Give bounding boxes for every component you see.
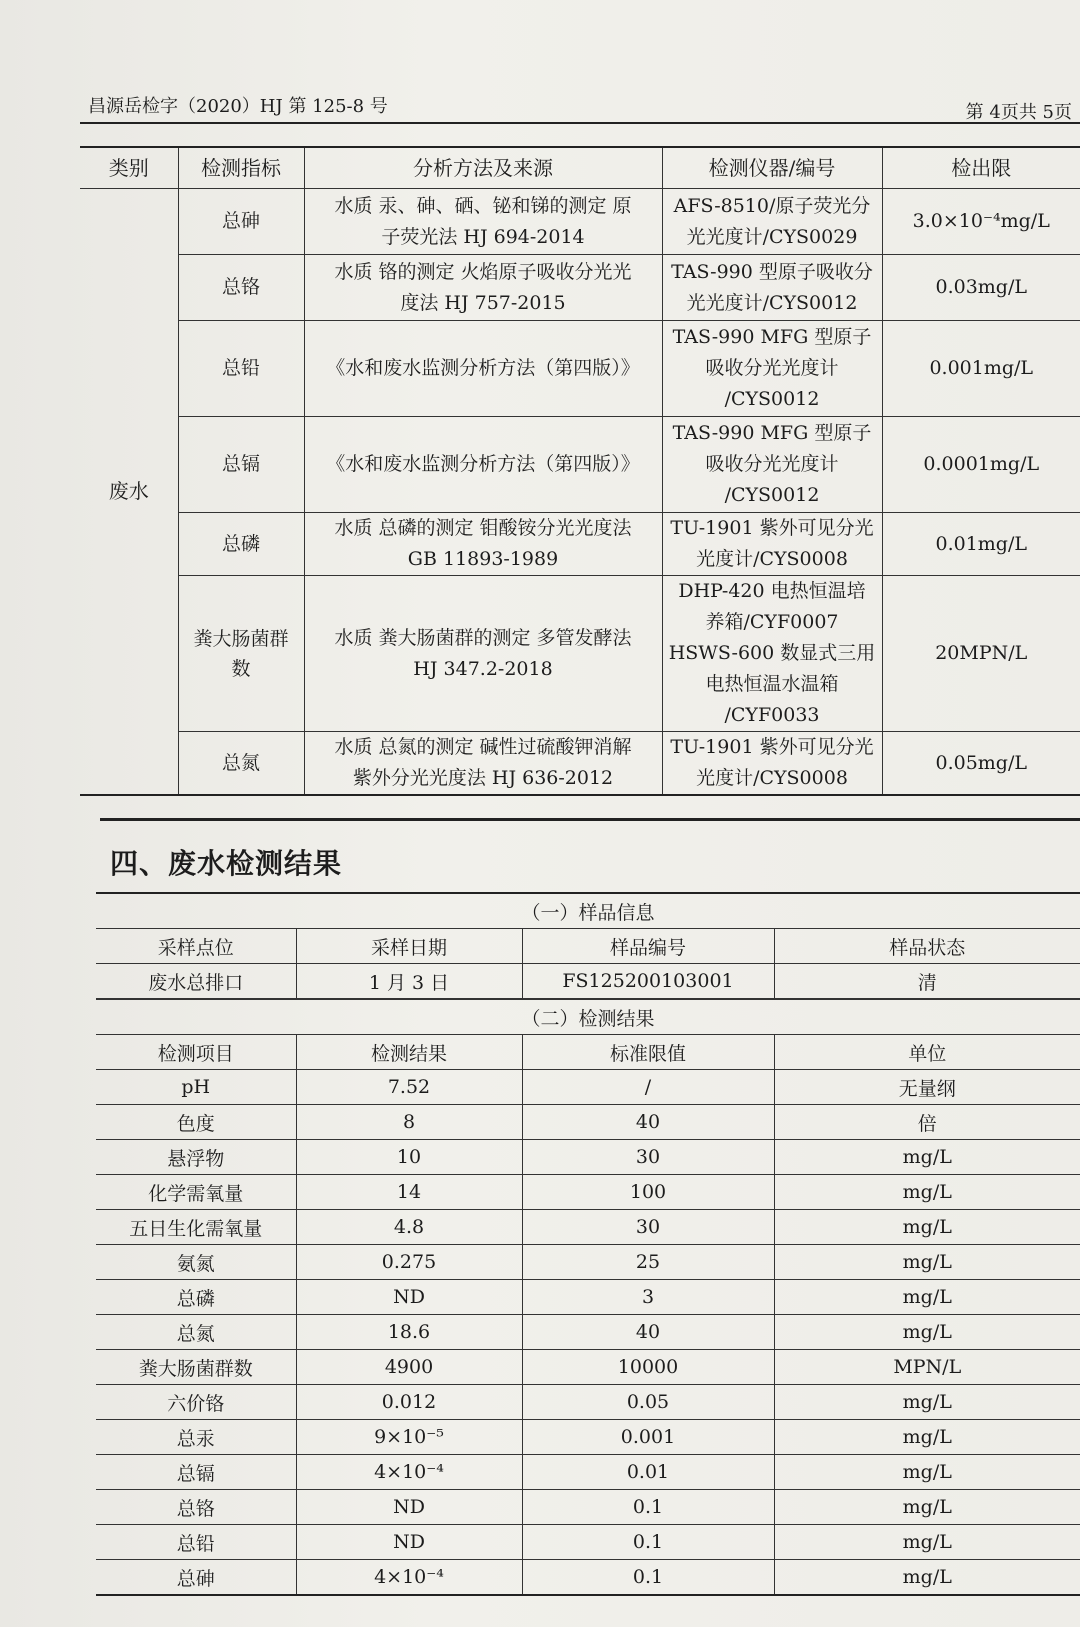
result-limit: 40	[522, 1105, 774, 1140]
results-header-limit: 标准限值	[522, 1035, 774, 1070]
result-row	[96, 1420, 1080, 1455]
item-cell: 粪大肠菌群数	[178, 576, 304, 732]
result-limit: 40	[522, 1315, 774, 1350]
sample-header-date: 采样日期	[296, 929, 522, 964]
method-row	[80, 189, 1080, 255]
item-cell: 总铬	[178, 255, 304, 321]
result-unit: 倍	[774, 1105, 1080, 1140]
result-limit: 0.1	[522, 1490, 774, 1525]
instrument-cell-line: /CYF0033	[724, 704, 820, 726]
method-cell	[304, 321, 662, 417]
result-limit: 25	[522, 1245, 774, 1280]
result-row	[96, 1070, 1080, 1105]
result-limit: 30	[522, 1210, 774, 1245]
result-value: 7.52	[296, 1070, 522, 1105]
sample-info-header	[96, 929, 1080, 964]
method-cell-line: 水质 总磷的测定 钼酸铵分光光度法	[334, 517, 632, 539]
instrument-cell-line: /CYS0012	[724, 484, 820, 506]
result-limit: 0.1	[522, 1560, 774, 1596]
instrument-cell	[662, 255, 882, 321]
results-header-unit: 单位	[774, 1035, 1080, 1070]
method-row	[80, 417, 1080, 513]
sample-state: 清	[774, 964, 1080, 1000]
limit-cell: 0.0001mg/L	[882, 417, 1080, 513]
result-value: ND	[296, 1280, 522, 1315]
result-value: 4×10⁻⁴	[296, 1455, 522, 1490]
results-header-value: 检测结果	[296, 1035, 522, 1070]
instrument-cell-line: 光度计/CYS0008	[696, 548, 848, 570]
result-item: 色度	[96, 1105, 296, 1140]
header-divider	[80, 122, 1080, 124]
method-cell-line: 《水和废水监测分析方法（第四版）》	[326, 357, 640, 379]
result-row	[96, 1140, 1080, 1175]
result-limit: 3	[522, 1280, 774, 1315]
sample-header-id: 样品编号	[522, 929, 774, 964]
result-row	[96, 1385, 1080, 1420]
method-cell-line: 子荧光法 HJ 694-2014	[381, 225, 585, 248]
instrument-cell	[662, 417, 882, 513]
result-row	[96, 1210, 1080, 1245]
result-row	[96, 1105, 1080, 1140]
method-row	[80, 513, 1080, 576]
section-title: 四、废水检测结果	[110, 847, 343, 880]
method-cell-line: 水质 汞、砷、硒、铋和锑的测定 原	[334, 194, 632, 217]
result-row	[96, 1560, 1080, 1596]
instrument-cell-line: 养箱/CYF0007	[705, 611, 839, 633]
result-item: 总铬	[96, 1490, 296, 1525]
result-unit: mg/L	[774, 1560, 1080, 1596]
result-row	[96, 1455, 1080, 1490]
result-unit: mg/L	[774, 1525, 1080, 1560]
instrument-cell-line: TAS-990 MFG 型原子	[672, 326, 872, 348]
sample-header-state: 样品状态	[774, 929, 1080, 964]
result-row	[96, 1490, 1080, 1525]
method-table	[80, 146, 1080, 796]
result-value: 4.8	[296, 1210, 522, 1245]
instrument-cell-line: TAS-990 型原子吸收分	[671, 260, 873, 283]
result-limit: /	[522, 1070, 774, 1105]
method-cell-line: GB 11893-1989	[407, 548, 559, 570]
result-value: 0.012	[296, 1385, 522, 1420]
method-cell	[304, 576, 662, 732]
result-value: ND	[296, 1490, 522, 1525]
section-divider	[100, 818, 1080, 821]
result-limit: 0.05	[522, 1385, 774, 1420]
result-item: 总镉	[96, 1455, 296, 1490]
sample-info-title: （一）样品信息	[96, 893, 1080, 929]
method-row	[80, 732, 1080, 796]
result-unit: mg/L	[774, 1490, 1080, 1525]
report-number: 昌源岳检字（2020）HJ 第 125-8 号	[88, 96, 388, 117]
method-cell-line: HJ 347.2-2018	[413, 657, 553, 680]
sample-header-site: 采样点位	[96, 929, 296, 964]
result-item: 总砷	[96, 1560, 296, 1596]
results-title-row	[96, 999, 1080, 1035]
instrument-cell	[662, 321, 882, 417]
item-cell: 总磷	[178, 513, 304, 576]
result-table	[96, 892, 1080, 1596]
method-cell	[304, 255, 662, 321]
instrument-cell-line: 光光度计/CYS0029	[686, 225, 858, 248]
result-value: 4×10⁻⁴	[296, 1560, 522, 1596]
result-unit: 无量纲	[774, 1070, 1080, 1105]
result-value: 0.275	[296, 1245, 522, 1280]
result-unit: mg/L	[774, 1455, 1080, 1490]
method-row	[80, 321, 1080, 417]
limit-cell: 0.001mg/L	[882, 321, 1080, 417]
result-item: pH	[96, 1070, 296, 1105]
result-unit: mg/L	[774, 1420, 1080, 1455]
limit-cell: 0.01mg/L	[882, 513, 1080, 576]
sample-date: 1 月 3 日	[296, 964, 522, 1000]
result-item: 粪大肠菌群数	[96, 1350, 296, 1385]
method-cell	[304, 189, 662, 255]
result-item: 化学需氧量	[96, 1175, 296, 1210]
item-cell: 总氮	[178, 732, 304, 796]
instrument-cell	[662, 189, 882, 255]
instrument-cell-line: 吸收分光光度计	[705, 357, 839, 379]
sample-info-row	[96, 964, 1080, 1000]
result-unit: mg/L	[774, 1245, 1080, 1280]
header-limit: 检出限	[882, 147, 1080, 189]
limit-cell: 0.03mg/L	[882, 255, 1080, 321]
method-cell	[304, 417, 662, 513]
instrument-cell	[662, 732, 882, 796]
limit-cell: 0.05mg/L	[882, 732, 1080, 796]
method-cell-line: 水质 总氮的测定 碱性过硫酸钾消解	[334, 736, 632, 758]
result-value: 10	[296, 1140, 522, 1175]
instrument-cell	[662, 513, 882, 576]
results-header-item: 检测项目	[96, 1035, 296, 1070]
item-cell: 总镉	[178, 417, 304, 513]
result-row	[96, 1175, 1080, 1210]
result-row	[96, 1245, 1080, 1280]
item-cell: 总砷	[178, 189, 304, 255]
instrument-cell-line: 吸收分光光度计	[705, 453, 839, 475]
result-item: 氨氮	[96, 1245, 296, 1280]
instrument-cell-line: TU-1901 紫外可见分光	[670, 517, 874, 539]
instrument-cell-line: 光度计/CYS0008	[696, 767, 848, 789]
method-row	[80, 576, 1080, 732]
results-header	[96, 1035, 1080, 1070]
result-item: 总铅	[96, 1525, 296, 1560]
result-item: 总汞	[96, 1420, 296, 1455]
method-cell-line: 《水和废水监测分析方法（第四版）》	[326, 453, 640, 475]
method-row	[80, 255, 1080, 321]
result-row	[96, 1315, 1080, 1350]
result-unit: mg/L	[774, 1175, 1080, 1210]
instrument-cell-line: TAS-990 MFG 型原子	[672, 422, 872, 444]
category-cell: 废水	[80, 189, 178, 796]
header-item: 检测指标	[178, 147, 304, 189]
method-cell	[304, 513, 662, 576]
instrument-cell-line: /CYS0012	[724, 388, 820, 410]
method-table-header	[80, 147, 1080, 189]
result-item: 悬浮物	[96, 1140, 296, 1175]
method-cell	[304, 732, 662, 796]
result-value: 9×10⁻⁵	[296, 1420, 522, 1455]
instrument-cell-line: DHP-420 电热恒温培	[678, 580, 866, 602]
header-category: 类别	[80, 147, 178, 189]
result-row	[96, 1525, 1080, 1560]
method-cell-line: 度法 HJ 757-2015	[400, 291, 566, 314]
limit-cell: 3.0×10⁻⁴mg/L	[882, 189, 1080, 255]
result-limit: 10000	[522, 1350, 774, 1385]
item-cell: 总铅	[178, 321, 304, 417]
result-limit: 100	[522, 1175, 774, 1210]
method-cell-line: 水质 粪大肠菌群的测定 多管发酵法	[334, 626, 632, 649]
result-item: 六价铬	[96, 1385, 296, 1420]
method-cell-line: 紫外分光光度法 HJ 636-2012	[352, 767, 614, 789]
result-limit: 0.001	[522, 1420, 774, 1455]
header-instrument: 检测仪器/编号	[662, 147, 882, 189]
result-value: ND	[296, 1525, 522, 1560]
sample-id: FS125200103001	[522, 964, 774, 1000]
results-title: （二）检测结果	[96, 999, 1080, 1035]
result-unit: MPN/L	[774, 1350, 1080, 1385]
result-unit: mg/L	[774, 1315, 1080, 1350]
instrument-cell-line: TU-1901 紫外可见分光	[670, 736, 874, 758]
result-item: 总氮	[96, 1315, 296, 1350]
result-value: 18.6	[296, 1315, 522, 1350]
instrument-cell-line: AFS-8510/原子荧光分	[673, 194, 871, 217]
result-unit: mg/L	[774, 1385, 1080, 1420]
instrument-cell-line: 电热恒温水温箱	[705, 673, 839, 695]
limit-cell: 20MPN/L	[882, 576, 1080, 732]
header-method: 分析方法及来源	[304, 147, 662, 189]
result-unit: mg/L	[774, 1210, 1080, 1245]
instrument-cell-line: 光光度计/CYS0012	[686, 291, 858, 314]
result-limit: 0.01	[522, 1455, 774, 1490]
sample-site: 废水总排口	[96, 964, 296, 1000]
method-cell-line: 水质 铬的测定 火焰原子吸收分光光	[334, 260, 632, 283]
result-limit: 0.1	[522, 1525, 774, 1560]
result-unit: mg/L	[774, 1140, 1080, 1175]
result-limit: 30	[522, 1140, 774, 1175]
instrument-cell	[662, 576, 882, 732]
result-item: 总磷	[96, 1280, 296, 1315]
result-item: 五日生化需氧量	[96, 1210, 296, 1245]
result-value: 8	[296, 1105, 522, 1140]
page-header	[88, 88, 1080, 123]
result-row	[96, 1350, 1080, 1385]
result-row	[96, 1280, 1080, 1315]
sample-info-title-row	[96, 893, 1080, 929]
instrument-cell-line: HSWS-600 数显式三用	[668, 642, 876, 664]
page-indicator: 第 4页共 5页	[965, 102, 1072, 123]
result-value: 4900	[296, 1350, 522, 1385]
result-value: 14	[296, 1175, 522, 1210]
result-unit: mg/L	[774, 1280, 1080, 1315]
